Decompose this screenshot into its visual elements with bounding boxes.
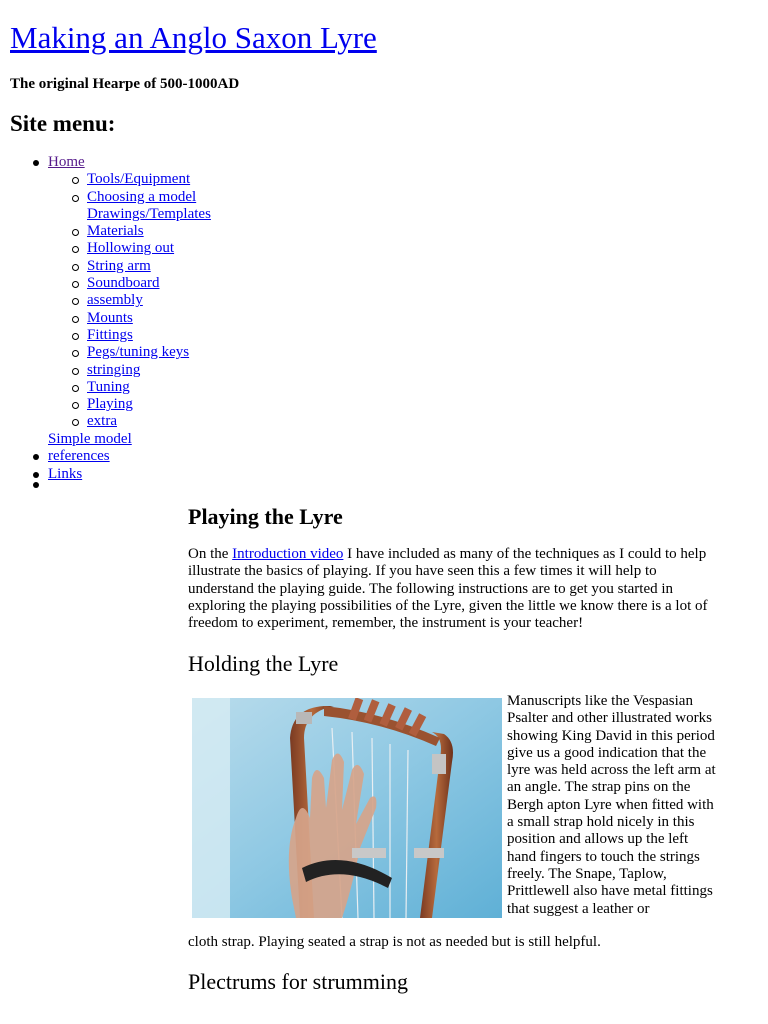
- intro-paragraph: [188, 546, 713, 632]
- menu-subitem: [0, 240, 211, 257]
- menu-link-assembly[interactable]: assembly: [87, 292, 143, 309]
- disc-bullet-icon: [33, 160, 39, 166]
- circle-bullet-icon: [72, 402, 79, 409]
- circle-bullet-icon: [72, 264, 79, 271]
- circle-bullet-icon: [72, 419, 79, 426]
- lyre-photo: [192, 698, 502, 918]
- menu-subitem: [0, 189, 211, 206]
- site-tagline: The original Hearpe of 500-1000AD: [10, 76, 240, 92]
- site-title-link[interactable]: Making an Anglo Saxon Lyre: [10, 20, 377, 55]
- page-heading: Playing the Lyre: [188, 504, 343, 529]
- menu-link-references[interactable]: references: [48, 448, 110, 465]
- menu-link-mounts[interactable]: Mounts: [87, 309, 133, 326]
- menu-link-extra[interactable]: extra: [87, 413, 117, 430]
- circle-bullet-icon: [72, 298, 79, 305]
- menu-link-tuning[interactable]: Tuning: [87, 378, 130, 395]
- menu-subitem: [0, 362, 211, 379]
- menu-item-links: [0, 466, 211, 483]
- intro-text: I have included as many of the techniques as I could to help illustrate the basics of playing. If you have seen this a few times it will help to understand the playing guide. The following instructions are to get you started in exploring the playing possibilities of the Lyre, given the little we know there is a lot of freedom to experiment, remember, the instrument is your teacher!: [188, 546, 708, 632]
- menu-link-tools[interactable]: Tools/Equipment: [87, 171, 191, 188]
- menu-item-simple-model: [0, 431, 211, 448]
- holding-heading: Holding the Lyre: [188, 651, 339, 676]
- menu-subitem: [0, 223, 211, 240]
- menu-subitem: [0, 275, 211, 292]
- menu-heading: Site menu:: [10, 111, 116, 136]
- holding-side-text: Manuscripts like the Vespasian Psalter and other illustrated works showing King David in this period give us a good indication that the lyre was held across the left arm at an angle. The strap pins on the Bergh apton Lyre when fitted with a small strap hold nicely in this position and allows up the left hand fingers to touch the strings freely. The Snape, Taplow, Prittlewell also have metal fittings that suggest a leather or: [507, 693, 716, 917]
- circle-bullet-icon: [72, 195, 79, 202]
- site-title: [10, 18, 377, 58]
- menu-subitem: [0, 292, 211, 309]
- disc-bullet-icon: [33, 482, 39, 488]
- menu-link-string-arm[interactable]: String arm: [87, 257, 151, 274]
- circle-bullet-icon: [72, 350, 79, 357]
- circle-bullet-icon: [72, 281, 79, 288]
- holding-tail-text: cloth strap. Playing seated a strap is not as needed but is still helpful.: [188, 934, 601, 950]
- menu-link-fittings[interactable]: Fittings: [87, 326, 133, 343]
- intro-prefix: On the: [188, 546, 233, 562]
- menu-link-soundboard[interactable]: Soundboard: [87, 275, 160, 292]
- disc-bullet-icon: [33, 472, 39, 478]
- menu-subitem: [0, 310, 211, 327]
- menu-link-playing[interactable]: Playing: [87, 396, 133, 413]
- menu-subitem: [0, 171, 211, 188]
- menu-subitem: [0, 413, 211, 430]
- menu-link-simple-model[interactable]: Simple model: [48, 430, 132, 447]
- circle-bullet-icon: [72, 177, 79, 184]
- menu-link-choosing-model[interactable]: Choosing a model: [87, 188, 197, 205]
- menu-subitem: [0, 206, 211, 223]
- menu-subitem: [0, 327, 211, 344]
- menu-link-materials[interactable]: Materials: [87, 223, 144, 240]
- circle-bullet-icon: [72, 316, 79, 323]
- plectrum-heading: Plectrums for strumming: [188, 969, 408, 994]
- menu-link-links[interactable]: Links: [48, 466, 83, 483]
- circle-bullet-icon: [72, 229, 79, 236]
- circle-bullet-icon: [72, 368, 79, 375]
- menu-link-drawings[interactable]: Drawings/Templates: [87, 205, 211, 222]
- introduction-video-link[interactable]: Introduction video: [232, 546, 344, 562]
- menu-link-stringing[interactable]: stringing: [87, 361, 141, 378]
- menu-subitem: [0, 344, 211, 361]
- circle-bullet-icon: [72, 246, 79, 253]
- circle-bullet-icon: [72, 385, 79, 392]
- menu-link-hollowing[interactable]: Hollowing out: [87, 240, 175, 257]
- disc-bullet-icon: [33, 454, 39, 460]
- menu-link-home[interactable]: Home: [48, 154, 85, 170]
- menu-item-home: [0, 154, 211, 171]
- menu-subitem: [0, 258, 211, 275]
- menu-subitem: [0, 379, 211, 396]
- circle-bullet-icon: [72, 333, 79, 340]
- menu-link-pegs[interactable]: Pegs/tuning keys: [87, 344, 190, 361]
- site-menu: [0, 154, 211, 484]
- menu-item-references: [0, 448, 211, 465]
- menu-subitem: [0, 396, 211, 413]
